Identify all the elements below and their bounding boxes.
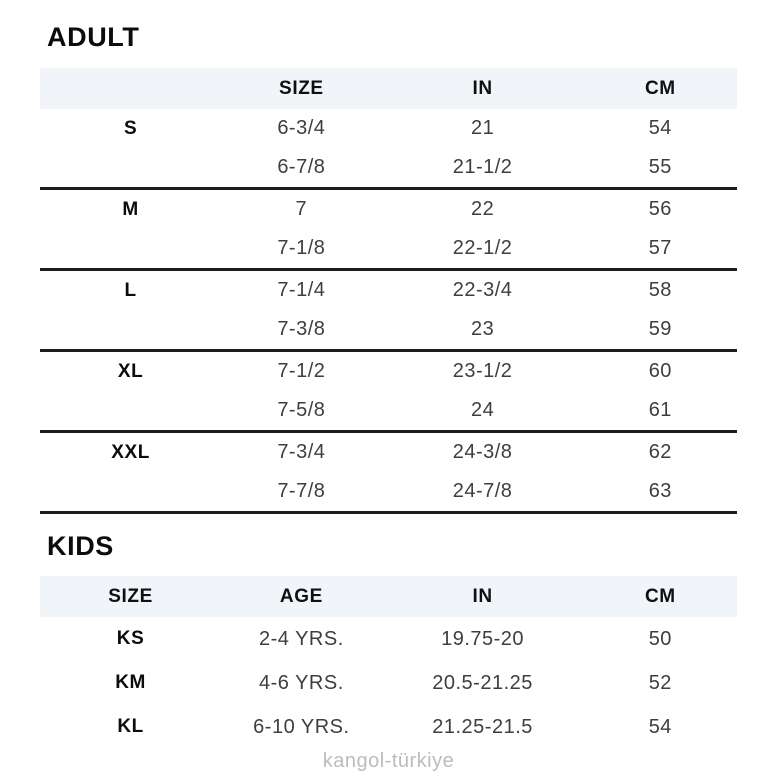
cell-size-label: XL bbox=[117, 360, 144, 382]
kids-col-header-in: IN bbox=[472, 585, 493, 607]
cell-cm: 58 bbox=[648, 279, 672, 301]
size-group-l bbox=[40, 270, 737, 351]
table-row bbox=[40, 705, 737, 749]
cell-size: 7-5/8 bbox=[277, 399, 326, 421]
cell-size: 7 bbox=[295, 198, 308, 220]
kids-col-header-size: SIZE bbox=[108, 585, 153, 607]
cell-in: 24 bbox=[470, 399, 495, 421]
cell-cm: 54 bbox=[648, 117, 672, 139]
size-group-xl bbox=[40, 351, 737, 432]
cell-cm: 55 bbox=[648, 156, 672, 178]
cell-cm: 60 bbox=[648, 360, 672, 382]
table-row bbox=[40, 617, 737, 661]
adult-header-row bbox=[40, 68, 737, 109]
cell-size: 7-3/4 bbox=[277, 441, 326, 463]
kids-col-header-age: AGE bbox=[279, 585, 323, 607]
cell-cm: 59 bbox=[648, 318, 672, 340]
cell-size-label bbox=[40, 472, 221, 513]
cell-size: 7-7/8 bbox=[277, 480, 326, 502]
cell-size-label bbox=[40, 310, 221, 351]
cell-size-label: KM bbox=[115, 672, 146, 693]
cell-cm: 57 bbox=[648, 237, 672, 259]
cell-in: 22-3/4 bbox=[452, 279, 513, 301]
cell-age: 6-10 YRS. bbox=[253, 715, 350, 738]
cell-in: 22-1/2 bbox=[452, 237, 513, 259]
cell-in: 23-1/2 bbox=[452, 360, 513, 382]
table-row bbox=[40, 310, 737, 351]
adult-col-header-cm: CM bbox=[644, 77, 676, 99]
cell-in: 24-7/8 bbox=[452, 480, 513, 502]
cell-in: 21.25-21.5 bbox=[432, 715, 533, 738]
cell-size-label bbox=[40, 229, 221, 270]
cell-size-label: KS bbox=[116, 628, 145, 649]
adult-col-header-size: SIZE bbox=[279, 77, 324, 99]
table-row bbox=[40, 661, 737, 705]
cell-size-label: KL bbox=[117, 716, 144, 737]
table-row bbox=[40, 148, 737, 189]
table-row bbox=[40, 351, 737, 392]
cell-in: 20.5-21.25 bbox=[432, 671, 533, 694]
size-group-s bbox=[40, 109, 737, 189]
cell-in: 24-3/8 bbox=[452, 441, 513, 463]
size-group-xxl bbox=[40, 432, 737, 513]
kids-section-title: KIDS bbox=[47, 531, 114, 561]
cell-size-label: M bbox=[122, 198, 139, 220]
size-group-m bbox=[40, 189, 737, 270]
table-row bbox=[40, 109, 737, 148]
cell-size-label: L bbox=[124, 279, 137, 301]
cell-size: 7-1/2 bbox=[277, 360, 326, 382]
cell-age: 2-4 YRS. bbox=[258, 627, 344, 650]
table-row bbox=[40, 432, 737, 473]
kids-col-header-cm: CM bbox=[644, 585, 676, 607]
cell-size: 7-3/8 bbox=[277, 318, 326, 340]
cell-in: 21 bbox=[470, 117, 495, 139]
cell-cm: 56 bbox=[648, 198, 672, 220]
kids-size-table bbox=[40, 576, 737, 749]
cell-size: 6-7/8 bbox=[277, 156, 326, 178]
adult-section-title: ADULT bbox=[47, 22, 140, 52]
cell-cm: 61 bbox=[648, 399, 672, 421]
table-row bbox=[40, 472, 737, 513]
adult-size-table bbox=[40, 68, 737, 514]
cell-cm: 62 bbox=[648, 441, 672, 463]
cell-in: 19.75-20 bbox=[441, 627, 525, 650]
cell-cm: 50 bbox=[648, 627, 672, 650]
cell-cm: 63 bbox=[648, 480, 672, 502]
cell-size: 7-1/4 bbox=[277, 279, 326, 301]
cell-size: 6-3/4 bbox=[277, 117, 326, 139]
cell-size: 7-1/8 bbox=[277, 237, 326, 259]
cell-size-label: XXL bbox=[111, 441, 150, 463]
adult-col-header-in: IN bbox=[472, 77, 493, 99]
cell-age: 4-6 YRS. bbox=[258, 671, 344, 694]
cell-size-label bbox=[40, 391, 221, 432]
adult-col-header-empty bbox=[40, 68, 221, 109]
cell-size-label: S bbox=[123, 117, 138, 139]
table-row bbox=[40, 229, 737, 270]
cell-cm: 52 bbox=[648, 671, 672, 694]
cell-in: 22 bbox=[470, 198, 495, 220]
table-row bbox=[40, 270, 737, 311]
cell-size-label bbox=[40, 148, 221, 189]
table-row bbox=[40, 189, 737, 230]
table-row bbox=[40, 391, 737, 432]
watermark-text: kangol-türkiye bbox=[322, 750, 455, 772]
kids-header-row bbox=[40, 576, 737, 617]
cell-cm: 54 bbox=[648, 715, 672, 738]
cell-in: 21-1/2 bbox=[452, 156, 513, 178]
cell-in: 23 bbox=[470, 318, 495, 340]
